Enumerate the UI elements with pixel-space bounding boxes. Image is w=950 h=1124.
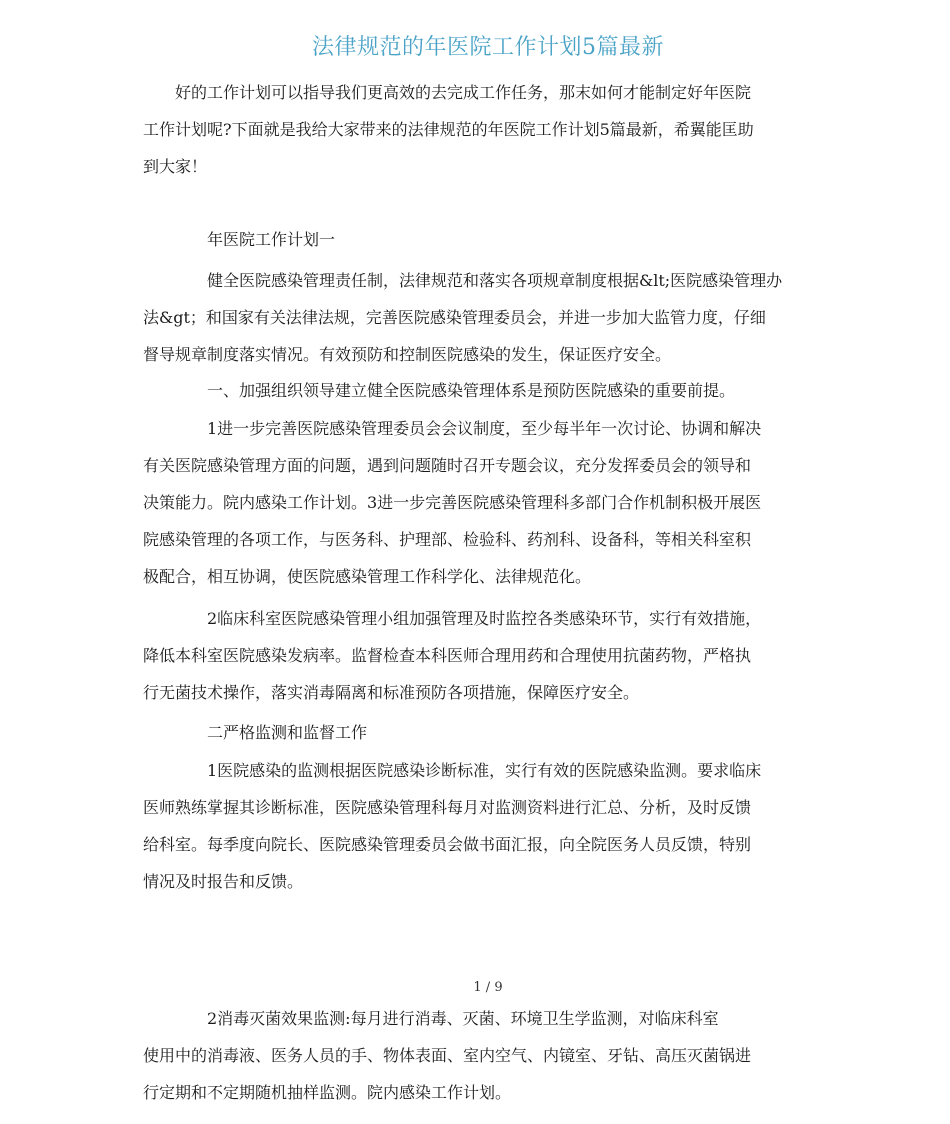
paragraph-line: 医师熟练掌握其诊断标准，医院感染管理科每月对监测资料进行汇总、分析，及时反馈 — [143, 798, 752, 817]
paragraph-line: 1医院感染的监测根据医院感染诊断标准，实行有效的医院感染监测。要求临床 — [207, 761, 762, 780]
document-title: 法律规范的年医院工作计划5篇最新 — [312, 35, 664, 60]
page-number: 1 / 9 — [473, 980, 503, 995]
paragraph-line: 一、加强组织领导建立健全医院感染管理体系是预防医院感染的重要前提。 — [207, 381, 736, 400]
section1-title: 年医院工作计划一 — [207, 230, 336, 249]
intro-paragraph — [143, 74, 833, 185]
paragraph-5 — [143, 714, 833, 751]
paragraph-3 — [143, 410, 833, 595]
intro-line: 好的工作计划可以指导我们更高效的去完成工作任务，那末如何才能制定好年医院 — [175, 83, 752, 102]
paragraph-line: 极配合，相互协调，使医院感染管理工作科学化、法律规范化。 — [143, 567, 592, 586]
paragraph-7 — [143, 1000, 833, 1111]
paragraph-line: 1进一步完善医院感染管理委员会会议制度，至少每半年一次讨论、协调和解决 — [207, 419, 762, 438]
paragraph-line: 降低本科室医院感染发病率。监督检查本科医师合理用药和合理使用抗菌药物，严格执 — [143, 646, 752, 665]
intro-line: 工作计划呢?下面就是我给大家带来的法律规范的年医院工作计划5篇最新，希翼能匡助 — [143, 120, 754, 139]
paragraph-line: 二严格监测和监督工作 — [207, 723, 368, 742]
paragraph-line: 法&gt；和国家有关法律法规，完善医院感染管理委员会，并进一步加大监管力度，仔细 — [143, 308, 766, 327]
paragraph-line: 2临床科室医院感染管理小组加强管理及时监控各类感染环节，实行有效措施， — [207, 609, 762, 628]
paragraph-line: 情况及时报告和反馈。 — [143, 872, 304, 891]
paragraph-1 — [143, 262, 833, 373]
paragraph-2 — [143, 372, 833, 409]
paragraph-line: 2消毒灭菌效果监测:每月进行消毒、灭菌、环境卫生学监测，对临床科室 — [207, 1009, 719, 1028]
section-heading — [143, 221, 833, 258]
paragraph-6 — [143, 752, 833, 900]
paragraph-line: 院感染管理的各项工作，与医务科、护理部、检验科、药剂科、设备科，等相关科室积 — [143, 530, 752, 549]
paragraph-line: 健全医院感染管理责任制，法律规范和落实各项规章制度根据&lt;医院感染管理办 — [207, 271, 783, 290]
paragraph-line: 行定期和不定期随机抽样监测。院内感染工作计划。 — [143, 1083, 512, 1102]
paragraph-line: 给科室。每季度向院长、医院感染管理委员会做书面汇报，向全院医务人员反馈，特别 — [143, 835, 752, 854]
paragraph-line: 使用中的消毒液、医务人员的手、物体表面、室内空气、内镜室、牙钻、高压灭菌锅进 — [143, 1046, 752, 1065]
paragraph-line: 决策能力。院内感染工作计划。3进一步完善医院感染管理科多部门合作机制积极开展医 — [143, 493, 762, 512]
paragraph-4 — [143, 600, 833, 711]
paragraph-line: 有关医院感染管理方面的问题，遇到问题随时召开专题会议，充分发挥委员会的领导和 — [143, 456, 752, 475]
paragraph-line: 督导规章制度落实情况。有效预防和控制医院感染的发生，保证医疗安全。 — [143, 345, 672, 364]
intro-line: 到大家！ — [143, 157, 208, 176]
paragraph-line: 行无菌技术操作，落实消毒隔离和标准预防各项措施，保障医疗安全。 — [143, 683, 640, 702]
